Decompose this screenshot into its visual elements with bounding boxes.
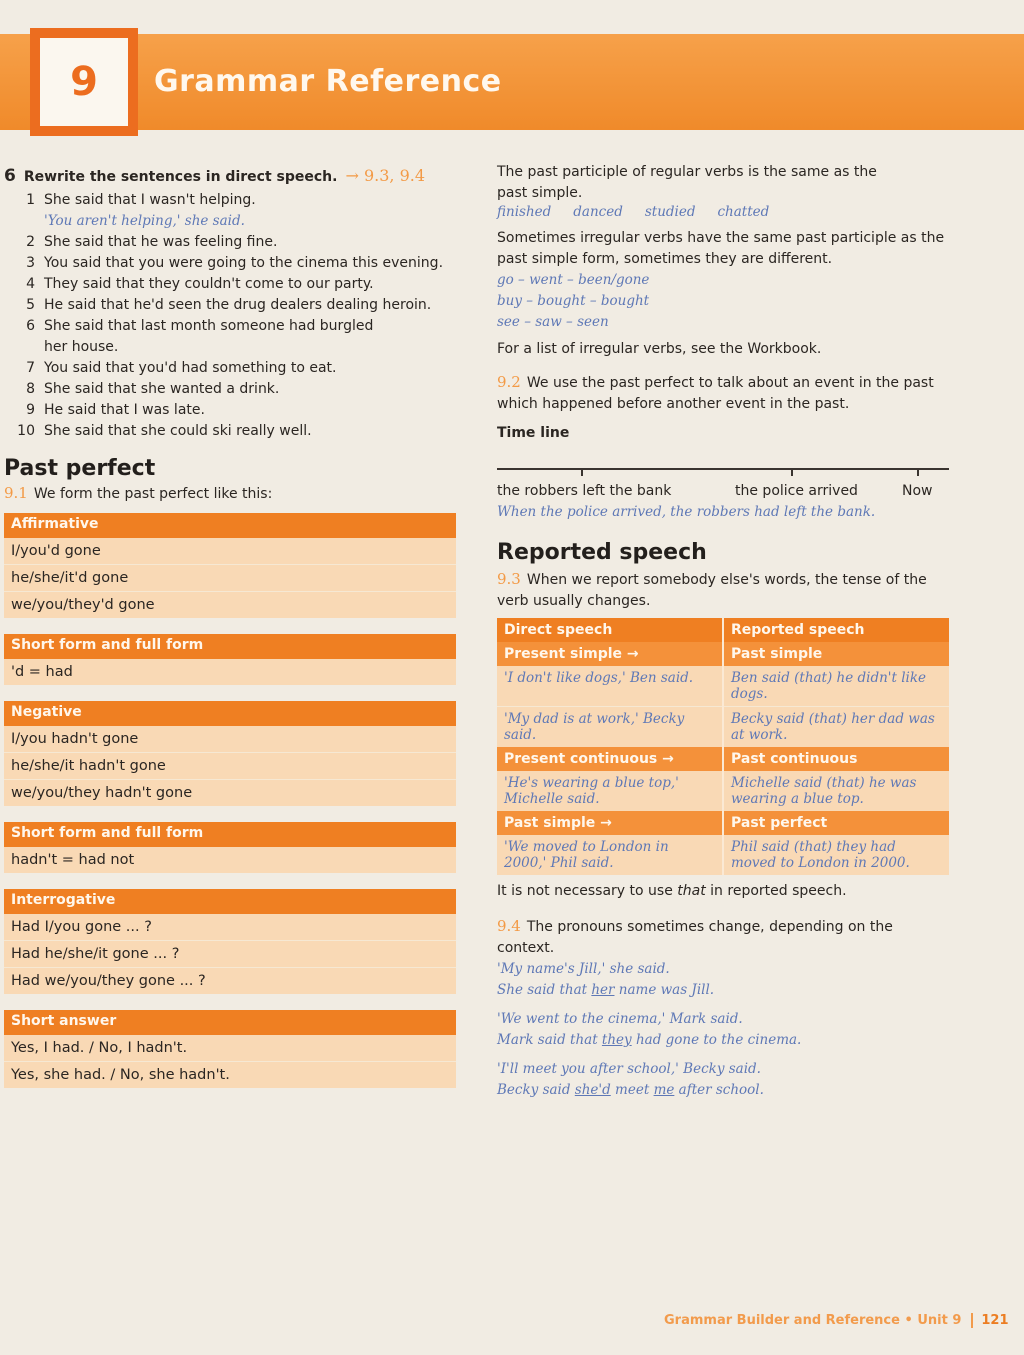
- list-item: her house.: [44, 339, 119, 355]
- table-row: I/you hadn't gone: [4, 726, 456, 752]
- table-row: he/she/it'd gone: [4, 564, 456, 591]
- pronoun-example: 'We went to the cinema,' Mark said.: [497, 1011, 743, 1027]
- table-row: hadn't = had not: [4, 847, 456, 873]
- timeline-example: When the police arrived, the robbers had left the bank.: [497, 504, 876, 520]
- table-row: 'd = had: [4, 659, 456, 685]
- unit-number: 9: [40, 38, 128, 126]
- table-row: Had I/you gone ... ?: [4, 914, 456, 940]
- exercise-reference: → 9.3, 9.4: [345, 166, 426, 185]
- table-subheader: Past simple → Past perfect: [497, 811, 949, 835]
- timeline-label: the robbers left the bank: [497, 483, 672, 499]
- section-title-reported-speech: Reported speech: [497, 540, 707, 565]
- list-item: 2 She said that he was feeling fine.: [26, 234, 278, 250]
- negative-table: Negative I/you hadn't gone he/she/it hadn't gone we/you/they hadn't gone: [4, 701, 456, 806]
- timeline-axis: [497, 468, 949, 470]
- interrogative-table: Interrogative Had I/you gone ... ? Had he/she/it gone ... ? Had we/you/they gone ... ?: [4, 889, 456, 994]
- list-item: 3 You said that you were going to the cinema this evening.: [26, 255, 444, 271]
- irregular-example: go – went – been/gone: [497, 272, 650, 288]
- table-subheader: Present continuous → Past continuous: [497, 747, 949, 771]
- table-row: 'He's wearing a blue top,' Michelle said. Michelle said (that) he was wearing a blue top.: [497, 771, 949, 811]
- affirmative-table: Affirmative I/you'd gone he/she/it'd gone we/you/they'd gone: [4, 513, 456, 618]
- short-form-table: Short form and full form hadn't = had not: [4, 822, 456, 873]
- list-item: 8 She said that she wanted a drink.: [26, 381, 280, 397]
- page-title: Grammar Reference: [154, 64, 502, 99]
- timeline-title: Time line: [497, 425, 570, 441]
- timeline: [497, 448, 951, 504]
- table-row: 'My dad is at work,' Becky said. Becky said (that) her dad was at work.: [497, 707, 949, 748]
- regular-verbs-examples: finished danced studied chatted: [497, 204, 770, 220]
- section-intro: 9.1 We form the past perfect like this:: [4, 484, 273, 502]
- exercise-heading: [4, 166, 460, 186]
- short-form-table: Short form and full form 'd = had: [4, 634, 456, 685]
- pronoun-example: She said that her name was Jill.: [497, 982, 715, 998]
- pronoun-example: 'I'll meet you after school,' Becky said.: [497, 1061, 761, 1077]
- workbook-note: For a list of irregular verbs, see the Workbook.: [497, 341, 822, 357]
- section-9-2: 9.2 We use the past perfect to talk about an event in the past which happened before another event in the past.: [497, 373, 934, 412]
- unit-number-badge: [30, 28, 138, 136]
- that-note: It is not necessary to use that in reported speech.: [497, 883, 847, 899]
- section-9-4: 9.4 The pronouns sometimes change, depending on the context.: [497, 917, 893, 956]
- timeline-tick: [917, 468, 919, 476]
- table-row: 'I don't like dogs,' Ben said. Ben said (that) he didn't like dogs.: [497, 666, 949, 707]
- short-answer-table: Short answer Yes, I had. / No, I hadn't. Yes, she had. / No, she hadn't.: [4, 1010, 456, 1088]
- list-item: 10 She said that she could ski really well.: [17, 423, 312, 439]
- page-number: 121: [971, 1313, 1008, 1328]
- timeline-label: Now: [902, 483, 933, 499]
- left-column: [4, 166, 460, 1088]
- table-row: Yes, I had. / No, I hadn't.: [4, 1035, 456, 1061]
- section-title-past-perfect: Past perfect: [4, 456, 156, 481]
- pronoun-example: Becky said she'd meet me after school.: [497, 1082, 764, 1098]
- page-footer: [664, 1313, 1009, 1328]
- timeline-tick: [581, 468, 583, 476]
- table-row: I/you'd gone: [4, 538, 456, 564]
- irregular-rule: Sometimes irregular verbs have the same past participle as the past simple form, sometimes they are different.: [497, 230, 945, 267]
- pronoun-example: 'My name's Jill,' she said.: [497, 961, 670, 977]
- list-item: 4 They said that they couldn't come to our party.: [26, 276, 374, 292]
- irregular-example: buy – bought – bought: [497, 293, 650, 309]
- timeline-tick: [791, 468, 793, 476]
- table-row: we/you/they'd gone: [4, 591, 456, 618]
- table-subheader: Present simple → Past simple: [497, 642, 949, 666]
- table-row: Had he/she/it gone ... ?: [4, 940, 456, 967]
- table-row: Had we/you/they gone ... ?: [4, 967, 456, 994]
- list-item: 5 He said that he'd seen the drug dealers dealing heroin.: [26, 297, 432, 313]
- table-row: we/you/they hadn't gone: [4, 779, 456, 806]
- irregular-example: see – saw – seen: [497, 314, 609, 330]
- exercise-number: 6: [4, 166, 16, 186]
- participle-rule: The past participle of regular verbs is the same as the past simple.: [497, 164, 877, 201]
- timeline-label: the police arrived: [735, 483, 858, 499]
- exercise-list: [4, 190, 460, 442]
- list-item: 6 She said that last month someone had burgled: [26, 318, 374, 334]
- reported-speech-table: [497, 618, 949, 875]
- handwritten-answer: 'You aren't helping,' she said.: [44, 213, 245, 229]
- footer-text: Grammar Builder and Reference • Unit 9: [664, 1313, 962, 1328]
- pronoun-example: Mark said that they had gone to the cinema.: [497, 1032, 802, 1048]
- right-column: [497, 162, 951, 1101]
- section-9-3: 9.3 When we report somebody else's words, the tense of the verb usually changes.: [497, 570, 927, 609]
- list-item: 1 She said that I wasn't helping.: [26, 192, 256, 208]
- exercise-instruction: Rewrite the sentences in direct speech.: [23, 169, 338, 185]
- table-row: he/she/it hadn't gone: [4, 752, 456, 779]
- table-row: Yes, she had. / No, she hadn't.: [4, 1061, 456, 1088]
- table-header: Direct speech Reported speech: [497, 618, 949, 642]
- list-item: 9 He said that I was late.: [26, 402, 205, 418]
- table-row: 'We moved to London in 2000,' Phil said. Phil said (that) they had moved to London in 2000.: [497, 835, 949, 875]
- list-item: 7 You said that you'd had something to eat.: [26, 360, 337, 376]
